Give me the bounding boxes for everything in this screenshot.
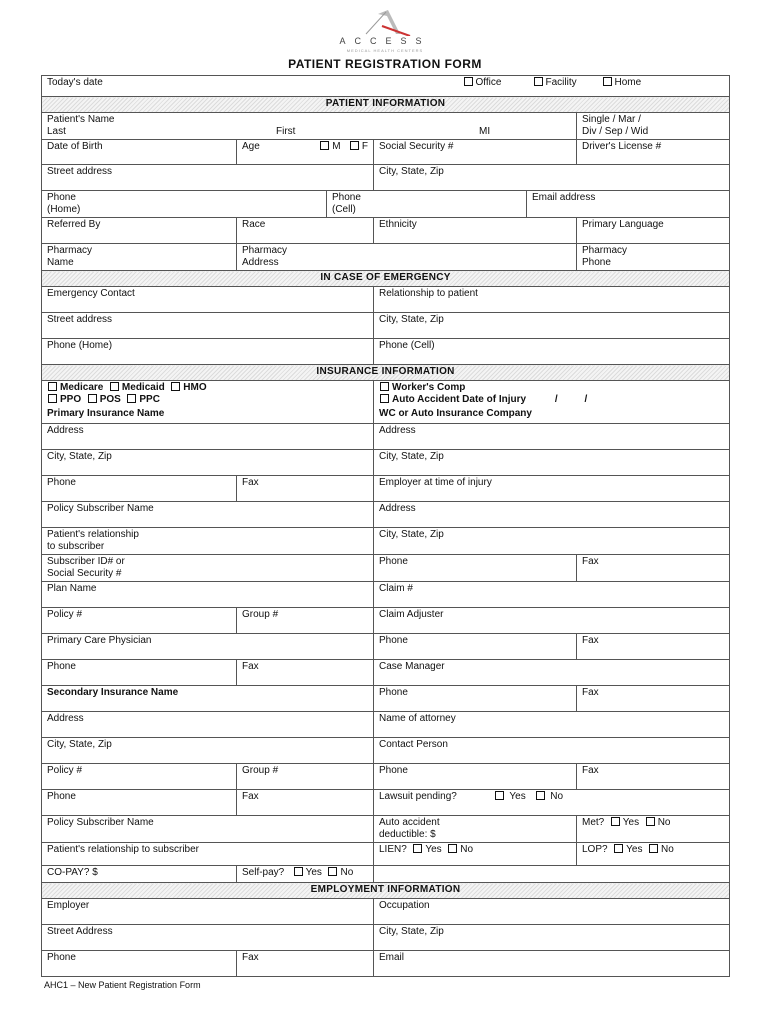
phone-home-sublabel: (Home) xyxy=(47,204,81,215)
met-yes-checkbox[interactable] xyxy=(611,817,620,826)
policy-field[interactable] xyxy=(42,608,237,634)
ins-city-field[interactable] xyxy=(42,450,374,476)
met-yes-label: Yes xyxy=(622,817,640,828)
met-no-label: No xyxy=(657,817,671,828)
selfpay-label: Self-pay? xyxy=(242,867,285,878)
policy-label: Policy # xyxy=(47,609,83,620)
office-label: Office xyxy=(475,77,502,88)
email-label: Email address xyxy=(532,192,596,203)
email-field[interactable] xyxy=(527,191,730,218)
city-state-zip-label: City, State, Zip xyxy=(379,166,444,177)
ins-fax-label: Fax xyxy=(242,477,259,488)
ppo-checkbox[interactable] xyxy=(48,394,57,403)
workers-comp-label: Worker's Comp xyxy=(392,382,466,393)
adjuster-fax-label: Fax xyxy=(582,635,599,646)
lop-no-label: No xyxy=(661,844,674,855)
pharmacy-name-sublabel: Name xyxy=(47,257,74,268)
selfpay-no-label: No xyxy=(340,867,354,878)
claim-label: Claim # xyxy=(379,583,413,594)
emergency-phone-cell-field[interactable] xyxy=(374,339,730,365)
language-label: Primary Language xyxy=(582,219,664,230)
auto-accident-checkbox[interactable] xyxy=(380,394,389,403)
language-field[interactable] xyxy=(577,218,730,244)
group-label: Group # xyxy=(242,609,279,620)
primary-insurance-name-label: Primary Insurance Name xyxy=(47,408,165,419)
secondary-city-label: City, State, Zip xyxy=(47,739,112,750)
secondary-subscriber-field[interactable] xyxy=(42,816,374,843)
wc-address-label: Address xyxy=(379,425,416,436)
marital-status-line2: Div / Sep / Wid xyxy=(582,126,649,137)
pharmacy-label: Pharmacy xyxy=(47,245,93,256)
employer-fax-field[interactable] xyxy=(237,951,374,977)
logo-tagline: MEDICAL HEALTH CENTERS xyxy=(346,48,424,53)
secondary-policy-field[interactable] xyxy=(42,764,237,790)
medicaid-label: Medicaid xyxy=(121,382,165,393)
license-label: Driver's License # xyxy=(582,141,662,152)
lien-no-checkbox[interactable] xyxy=(448,844,457,853)
todays-date-label: Today's date xyxy=(47,77,103,88)
hmo-label: HMO xyxy=(183,382,207,393)
wc-employer-address-label: Address xyxy=(379,503,416,514)
emergency-city-field[interactable] xyxy=(374,313,730,339)
subscriber-id-line1: Subscriber ID# or xyxy=(47,556,125,567)
lien-field xyxy=(374,843,577,866)
contact-phone-field[interactable] xyxy=(374,764,577,790)
home-label: Home xyxy=(614,77,642,88)
occupation-field[interactable] xyxy=(374,899,730,925)
logo-name: ACCESS xyxy=(339,36,431,46)
pcp-field[interactable] xyxy=(42,634,374,660)
pharmacy-label: Pharmacy xyxy=(582,245,628,256)
lien-no-label: No xyxy=(460,844,474,855)
street-address-label: Street address xyxy=(47,166,113,177)
lien-yes-label: Yes xyxy=(425,844,442,855)
age-field[interactable] xyxy=(237,140,374,165)
employer-injury-label: Employer at time of injury xyxy=(379,477,492,488)
emergency-street-label: Street address xyxy=(47,314,113,325)
employer-email-label: Email xyxy=(379,952,405,963)
ins-address-field[interactable] xyxy=(42,424,374,450)
occupation-label: Occupation xyxy=(379,900,430,911)
marital-status-field[interactable] xyxy=(577,113,730,140)
wc-auto-cell xyxy=(374,381,730,424)
lop-yes-checkbox[interactable] xyxy=(614,844,623,853)
secondary-city-field[interactable] xyxy=(42,738,374,764)
lawsuit-no-checkbox[interactable] xyxy=(536,791,545,800)
employer-phone-label: Phone xyxy=(47,952,76,963)
secondary-relationship-field[interactable] xyxy=(42,843,374,866)
employer-city-field[interactable] xyxy=(374,925,730,951)
secondary-fax-label: Fax xyxy=(242,791,259,802)
employer-phone-field[interactable] xyxy=(42,951,237,977)
pos-checkbox[interactable] xyxy=(88,394,97,403)
phone-home-field[interactable] xyxy=(42,191,327,218)
case-manager-phone-label: Phone xyxy=(379,687,408,698)
emergency-phone-home-label: Phone (Home) xyxy=(47,340,113,351)
insurance-heading: INSURANCE INFORMATION xyxy=(42,365,730,381)
contact-fax-label: Fax xyxy=(582,765,599,776)
relationship-label: Relationship to patient xyxy=(379,288,478,299)
secondary-fax-field[interactable] xyxy=(237,790,374,816)
plan-name-label: Plan Name xyxy=(47,583,97,594)
wc-city-label: City, State, Zip xyxy=(379,451,444,462)
contact-fax-field[interactable] xyxy=(577,764,730,790)
ssn-label: Social Security # xyxy=(379,141,454,152)
license-field[interactable] xyxy=(577,140,730,165)
contact-person-label: Contact Person xyxy=(379,739,448,750)
plan-type-cell xyxy=(42,381,374,424)
claim-adjuster-field[interactable] xyxy=(374,608,730,634)
claim-adjuster-label: Claim Adjuster xyxy=(379,609,444,620)
female-label: F xyxy=(361,141,368,152)
relationship-field[interactable] xyxy=(374,287,730,313)
injury-date-separator: / xyxy=(554,394,558,405)
employer-email-field[interactable] xyxy=(374,951,730,977)
emergency-phone-home-field[interactable] xyxy=(42,339,374,365)
lawsuit-yes-label: Yes xyxy=(509,791,526,802)
case-manager-field[interactable] xyxy=(374,660,730,686)
pcp-fax-label: Fax xyxy=(242,661,259,672)
date-row xyxy=(42,76,730,97)
selfpay-yes-checkbox[interactable] xyxy=(294,867,303,876)
employer-label: Employer xyxy=(47,900,90,911)
wc-address-field[interactable] xyxy=(374,424,730,450)
subscriber-name-label: Policy Subscriber Name xyxy=(47,503,154,514)
pharmacy-phone-sublabel: Phone xyxy=(582,257,611,268)
emergency-heading: IN CASE OF EMERGENCY xyxy=(42,271,730,287)
employer-street-field[interactable] xyxy=(42,925,374,951)
plan-name-field[interactable] xyxy=(42,582,374,608)
pcp-label: Primary Care Physician xyxy=(47,635,152,646)
ppc-checkbox[interactable] xyxy=(127,394,136,403)
attorney-field[interactable] xyxy=(374,712,730,738)
ins-city-label: City, State, Zip xyxy=(47,451,112,462)
age-label: Age xyxy=(242,141,260,152)
secondary-relationship-label: Patient's relationship to subscriber xyxy=(47,844,199,855)
office-checkbox[interactable] xyxy=(464,77,473,86)
subscriber-name-field[interactable] xyxy=(42,502,374,528)
form-footer: AHC1 – New Patient Registration Form xyxy=(44,980,201,990)
ins-fax-field[interactable] xyxy=(237,476,374,502)
secondary-address-label: Address xyxy=(47,713,84,724)
pharmacy-address-field[interactable] xyxy=(237,244,577,271)
lawsuit-yes-checkbox[interactable] xyxy=(495,791,504,800)
workers-comp-checkbox[interactable] xyxy=(380,382,389,391)
secondary-phone-field[interactable] xyxy=(42,790,237,816)
pharmacy-phone-field[interactable] xyxy=(577,244,730,271)
emergency-city-label: City, State, Zip xyxy=(379,314,444,325)
lop-yes-label: Yes xyxy=(626,844,643,855)
first-name-label: First xyxy=(276,126,296,137)
ethnicity-label: Ethnicity xyxy=(379,219,417,230)
injury-date-separator: / xyxy=(584,394,588,405)
phone-label: Phone xyxy=(47,192,76,203)
adjuster-phone-field[interactable] xyxy=(374,634,577,660)
facility-label: Facility xyxy=(545,77,577,88)
case-manager-fax-label: Fax xyxy=(582,687,599,698)
ethnicity-field[interactable] xyxy=(374,218,577,244)
wc-employer-city-field[interactable] xyxy=(374,528,730,555)
secondary-subscriber-label: Policy Subscriber Name xyxy=(47,817,154,828)
pcp-phone-label: Phone xyxy=(47,661,76,672)
referred-by-field[interactable] xyxy=(42,218,237,244)
secondary-insurance-label: Secondary Insurance Name xyxy=(47,687,179,698)
referred-by-label: Referred By xyxy=(47,219,101,230)
registration-form xyxy=(41,75,730,977)
contact-phone-label: Phone xyxy=(379,765,408,776)
subscriber-relationship-field[interactable] xyxy=(42,528,374,555)
case-manager-label: Case Manager xyxy=(379,661,445,672)
emergency-street-field[interactable] xyxy=(42,313,374,339)
subscriber-id-line2: Social Security # xyxy=(47,568,122,579)
wc-employer-phone-field[interactable] xyxy=(374,555,577,582)
ssn-field[interactable] xyxy=(374,140,577,165)
ppc-label: PPC xyxy=(139,394,160,405)
ins-phone-field[interactable] xyxy=(42,476,237,502)
dob-label: Date of Birth xyxy=(47,141,103,152)
secondary-phone-label: Phone xyxy=(47,791,76,802)
employer-injury-field[interactable] xyxy=(374,476,730,502)
claim-field[interactable] xyxy=(374,582,730,608)
patient-name-label: Patient's Name xyxy=(47,114,115,125)
wc-city-field[interactable] xyxy=(374,450,730,476)
race-label: Race xyxy=(242,219,266,230)
adjuster-phone-label: Phone xyxy=(379,635,408,646)
pcp-fax-field[interactable] xyxy=(237,660,374,686)
pcp-phone-field[interactable] xyxy=(42,660,237,686)
street-address-field[interactable] xyxy=(42,165,374,191)
met-no-checkbox[interactable] xyxy=(646,817,655,826)
attorney-label: Name of attorney xyxy=(379,713,456,724)
employer-fax-label: Fax xyxy=(242,952,259,963)
group-field[interactable] xyxy=(237,608,374,634)
marital-status-line1: Single / Mar / xyxy=(582,114,641,125)
copay-field[interactable] xyxy=(42,866,237,883)
selfpay-field xyxy=(237,866,374,883)
patient-name-field[interactable] xyxy=(42,113,577,140)
met-label: Met? xyxy=(582,817,605,828)
secondary-insurance-field[interactable] xyxy=(42,686,374,712)
home-checkbox[interactable] xyxy=(603,77,612,86)
pos-label: POS xyxy=(99,394,121,405)
secondary-group-label: Group # xyxy=(242,765,279,776)
selfpay-no-checkbox[interactable] xyxy=(328,867,337,876)
employer-field[interactable] xyxy=(42,899,374,925)
wc-employer-city-label: City, State, Zip xyxy=(379,529,444,540)
race-field[interactable] xyxy=(237,218,374,244)
lawsuit-no-label: No xyxy=(550,791,564,802)
pharmacy-name-field[interactable] xyxy=(42,244,237,271)
employer-city-label: City, State, Zip xyxy=(379,926,444,937)
dob-field[interactable] xyxy=(42,140,237,165)
medicaid-checkbox[interactable] xyxy=(110,382,119,391)
ppo-label: PPO xyxy=(60,394,82,405)
emergency-contact-label: Emergency Contact xyxy=(47,288,135,299)
lop-field xyxy=(577,843,730,866)
secondary-address-field[interactable] xyxy=(42,712,374,738)
access-logo xyxy=(330,10,440,60)
secondary-group-field[interactable] xyxy=(237,764,374,790)
case-manager-phone-field[interactable] xyxy=(374,686,577,712)
blank-cell xyxy=(374,866,730,883)
auto-accident-label: Auto Accident Date of Injury xyxy=(392,394,527,405)
lop-label: LOP? xyxy=(582,844,608,855)
lop-no-checkbox[interactable] xyxy=(649,844,658,853)
contact-person-field[interactable] xyxy=(374,738,730,764)
emergency-phone-cell-label: Phone (Cell) xyxy=(379,340,435,351)
logo-mark-icon xyxy=(330,10,440,36)
male-label: M xyxy=(332,141,341,152)
lien-yes-checkbox[interactable] xyxy=(413,844,422,853)
phone-cell-sublabel: (Cell) xyxy=(332,204,356,215)
secondary-policy-label: Policy # xyxy=(47,765,83,776)
auto-deductible-line2: deductible: $ xyxy=(379,829,436,840)
lawsuit-label: Lawsuit pending? xyxy=(379,791,457,802)
pharmacy-address-sublabel: Address xyxy=(242,257,279,268)
subscriber-relationship-line2: to subscriber xyxy=(47,541,105,552)
selfpay-yes-label: Yes xyxy=(305,867,322,878)
lawsuit-field xyxy=(374,790,730,816)
middle-initial-label: MI xyxy=(479,126,491,137)
female-checkbox[interactable] xyxy=(350,141,359,150)
subscriber-relationship-line1: Patient's relationship xyxy=(47,529,139,540)
deductible-met-field xyxy=(577,816,730,843)
auto-deductible-field[interactable] xyxy=(374,816,577,843)
emergency-contact-field[interactable] xyxy=(42,287,374,313)
male-checkbox[interactable] xyxy=(320,141,329,150)
auto-deductible-line1: Auto accident xyxy=(379,817,440,828)
copay-label: CO-PAY? $ xyxy=(47,867,98,878)
page-title: PATIENT REGISTRATION FORM xyxy=(288,57,482,71)
medicare-label: Medicare xyxy=(60,382,104,393)
phone-label: Phone xyxy=(332,192,361,203)
last-name-label: Last xyxy=(47,126,66,137)
pharmacy-label: Pharmacy xyxy=(242,245,288,256)
wc-employer-phone-label: Phone xyxy=(379,556,408,567)
adjuster-fax-field[interactable] xyxy=(577,634,730,660)
patient-info-heading: PATIENT INFORMATION xyxy=(42,97,730,113)
city-state-zip-field[interactable] xyxy=(374,165,730,191)
case-manager-fax-field[interactable] xyxy=(577,686,730,712)
employment-heading: EMPLOYMENT INFORMATION xyxy=(42,883,730,899)
wc-employer-fax-field[interactable] xyxy=(577,555,730,582)
hmo-checkbox[interactable] xyxy=(171,382,180,391)
wc-employer-address-field[interactable] xyxy=(374,502,730,528)
wc-employer-fax-label: Fax xyxy=(582,556,599,567)
employer-street-label: Street Address xyxy=(47,926,113,937)
subscriber-id-field[interactable] xyxy=(42,555,374,582)
lien-label: LIEN? xyxy=(379,844,407,855)
facility-checkbox[interactable] xyxy=(534,77,543,86)
ins-address-label: Address xyxy=(47,425,84,436)
wc-company-label: WC or Auto Insurance Company xyxy=(379,408,532,419)
phone-cell-field[interactable] xyxy=(327,191,527,218)
ins-phone-label: Phone xyxy=(47,477,76,488)
medicare-checkbox[interactable] xyxy=(48,382,57,391)
